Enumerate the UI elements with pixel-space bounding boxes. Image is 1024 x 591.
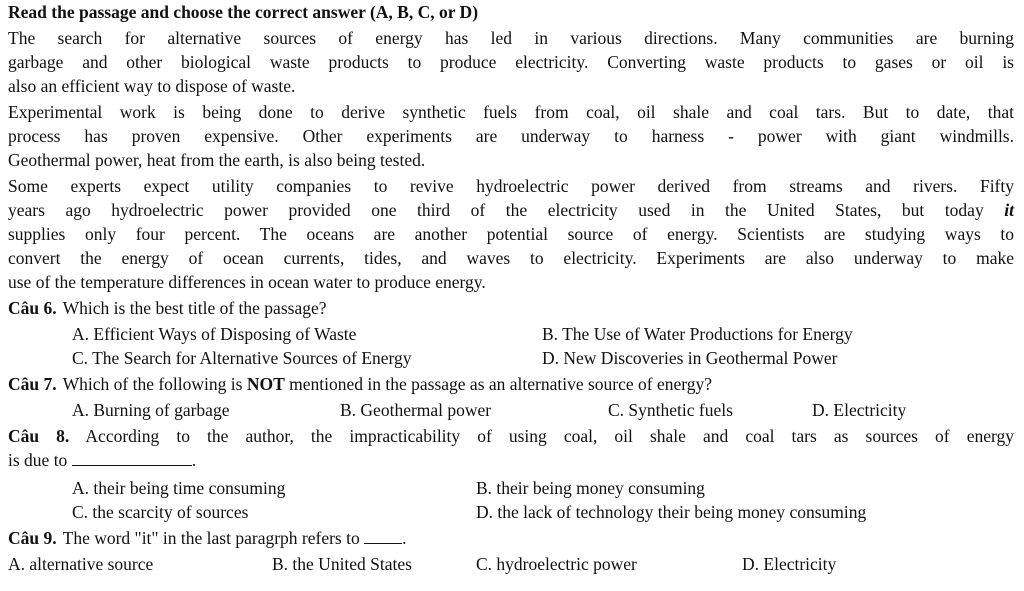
- q6-option-b[interactable]: B. The Use of Water Productions for Energy: [542, 324, 853, 344]
- passage-line: convert the energy of ocean currents, tides, and waves to electricity. Experiments are also underway to make: [8, 248, 1014, 268]
- q7-option-a[interactable]: A. Burning of garbage: [72, 400, 230, 420]
- q6-option-c[interactable]: C. The Search for Alternative Sources of Energy: [72, 348, 412, 368]
- question-text: The word "it" in the last paragrph refers to: [62, 528, 360, 548]
- q8-option-b[interactable]: B. their being money consuming: [476, 478, 705, 498]
- passage-paragraph-1: [8, 26, 1014, 74]
- passage-paragraph-3: [8, 174, 1014, 270]
- question-7: [8, 372, 712, 396]
- q9-option-b[interactable]: B. the United States: [272, 554, 412, 574]
- passage-line: Some experts expect utility companies to revive hydroelectric power derived from streams and rivers. Fifty: [8, 176, 1014, 196]
- q9-option-d[interactable]: D. Electricity: [742, 554, 837, 574]
- q8-option-d[interactable]: D. the lack of technology their being money consuming: [476, 502, 867, 522]
- passage-line: garbage and other biological waste products to produce electricity. Converting waste products to gases or oil is: [8, 52, 1014, 72]
- question-text: mentioned in the passage as an alternative source of energy?: [289, 374, 713, 394]
- question-8: [8, 424, 1014, 448]
- passage-paragraph-2: [8, 100, 1014, 148]
- passage-line: The search for alternative sources of energy has led in various directions. Many communities are burning: [8, 28, 1014, 48]
- question-line: [8, 424, 1014, 448]
- passage-line: use of the temperature differences in ocean water to produce energy.: [8, 272, 486, 292]
- question-8-line-2: [8, 448, 196, 472]
- q6-option-d[interactable]: D. New Discoveries in Geothermal Power: [542, 348, 838, 368]
- question-number: Câu 9.: [8, 528, 57, 548]
- question-text: Which is the best title of the passage?: [62, 298, 327, 318]
- passage-line: [8, 198, 1014, 222]
- answer-blank: [72, 451, 192, 466]
- highlighted-it: it: [1004, 200, 1014, 220]
- section-heading: Read the passage and choose the correct answer (A, B, C, or D): [8, 2, 479, 22]
- passage-line: supplies only four percent. The oceans are another potential source of energy. Scientists are studying ways to: [8, 224, 1014, 244]
- answer-blank: [364, 529, 402, 544]
- question-text: is due to: [8, 450, 68, 470]
- emphasis-not: NOT: [246, 374, 285, 394]
- q8-option-a[interactable]: A. their being time consuming: [72, 478, 286, 498]
- question-9: [8, 526, 406, 550]
- question-number: Câu 8.: [8, 426, 70, 446]
- q6-option-a[interactable]: A. Efficient Ways of Disposing of Waste: [72, 324, 357, 344]
- passage-line: process has proven expensive. Other experiments are underway to harness - power with giant windmills.: [8, 126, 1014, 146]
- passage-line: also an efficient way to dispose of waste.: [8, 76, 296, 96]
- q7-option-c[interactable]: C. Synthetic fuels: [608, 400, 733, 420]
- question-text: .: [402, 528, 407, 548]
- q9-option-a[interactable]: A. alternative source: [8, 554, 154, 574]
- q9-option-c[interactable]: C. hydroelectric power: [476, 554, 637, 574]
- question-text: According to the author, the impracticability of using coal, oil shale and coal tars as sources of energy: [85, 426, 1014, 446]
- passage-line: Geothermal power, heat from the earth, is also being tested.: [8, 150, 426, 170]
- question-text: Which of the following is: [62, 374, 243, 394]
- question-6: [8, 296, 327, 320]
- q7-option-b[interactable]: B. Geothermal power: [340, 400, 492, 420]
- question-number: Câu 7.: [8, 374, 57, 394]
- q8-option-c[interactable]: C. the scarcity of sources: [72, 502, 249, 522]
- question-number: Câu 6.: [8, 298, 57, 318]
- q7-option-d[interactable]: D. Electricity: [812, 400, 907, 420]
- question-text: .: [191, 450, 197, 470]
- passage-line-text: years ago hydroelectric power provided one third of the electricity used in the United States, but today: [8, 200, 984, 220]
- passage-line: Experimental work is being done to derive synthetic fuels from coal, oil shale and coal tars. But to date, that: [8, 102, 1014, 122]
